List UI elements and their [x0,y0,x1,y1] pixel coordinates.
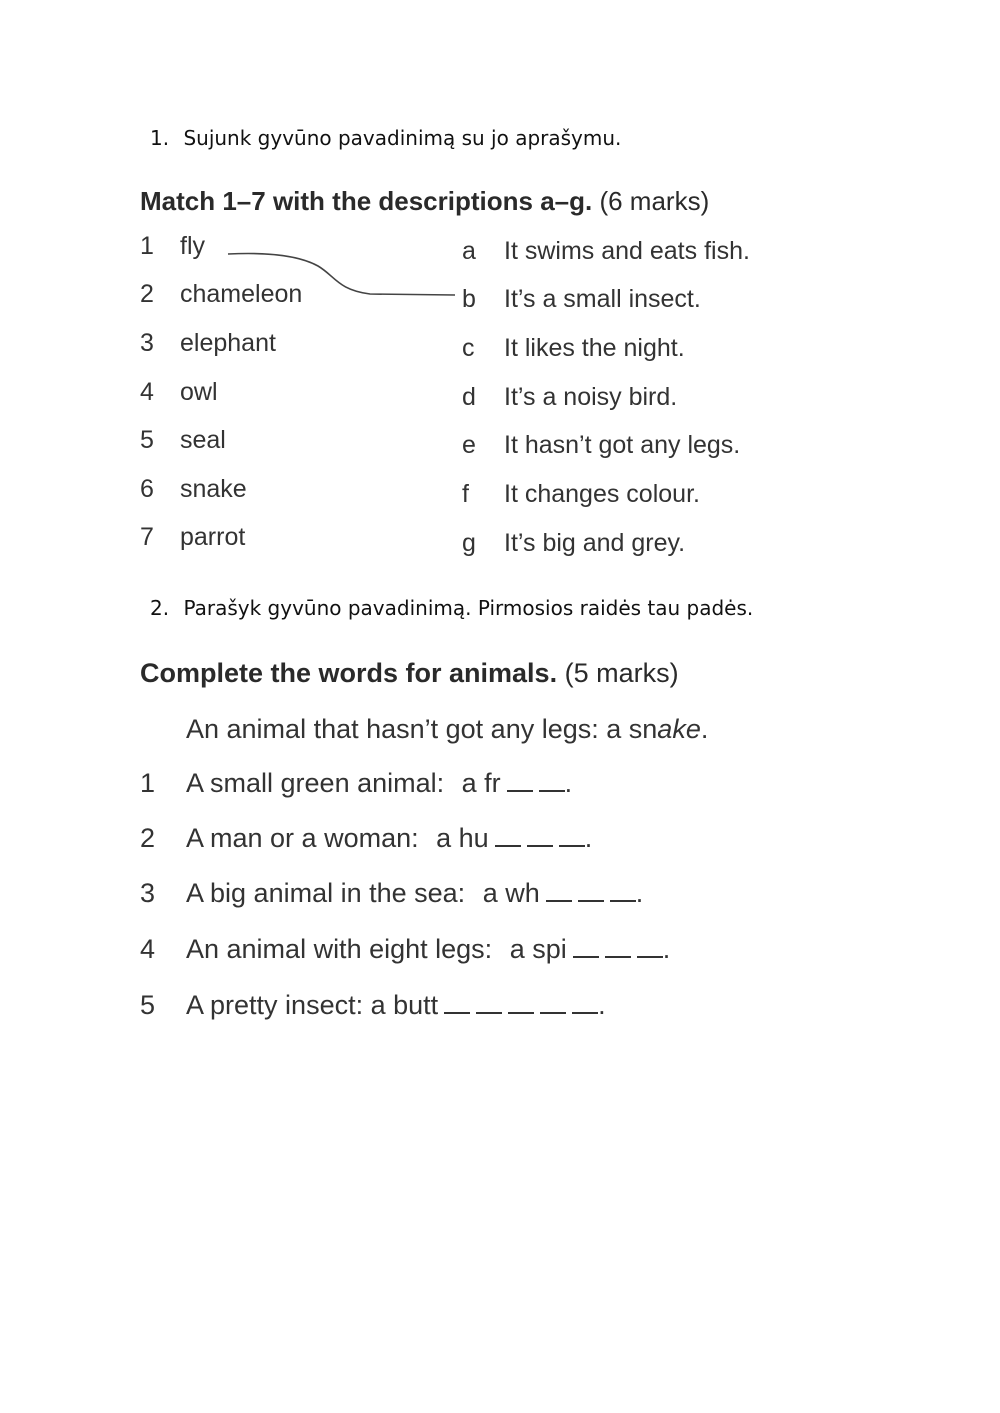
animal-name: parrot [180,523,246,551]
description-letter: g [462,529,476,557]
example-match-line [0,0,1000,600]
item-number: 2 [140,823,156,853]
task1-number: 1. [150,126,170,150]
item-clue: A big animal in the sea: [186,878,466,908]
fill-item[interactable]: 5 A pretty insect: a butt . [140,990,606,1020]
letter-blank[interactable] [573,938,599,958]
fill-item[interactable]: 4 An animal with eight legs: a spi . [140,934,671,964]
animal-name: fly [180,232,205,260]
item-number: 5 [140,990,156,1020]
animal-number: 2 [140,280,154,308]
description-text: It changes colour. [504,480,700,508]
letter-blank[interactable] [476,994,502,1014]
task1-heading-bold: Match 1–7 with the descriptions a–g. [140,186,593,216]
item-number: 3 [140,878,156,908]
task2-instruction [150,596,753,620]
letter-blank[interactable] [637,938,663,958]
item-number: 1 [140,768,156,798]
item-start: a spi [509,934,567,964]
description-letter: f [462,480,469,508]
letter-blank[interactable] [527,827,553,847]
task2-instruction-text: Parašyk gyvūno pavadinimą. Pirmosios raidės tau padės. [183,596,754,620]
letter-blank[interactable] [507,772,533,792]
description-text: It’s a noisy bird. [504,383,678,411]
animal-name: owl [180,378,218,406]
letter-blank[interactable] [578,882,604,902]
description-letter: e [462,431,476,459]
description-text: It hasn’t got any legs. [504,431,741,459]
task2-heading-marks: (5 marks) [564,658,679,688]
item-clue: A man or a woman: [186,823,419,853]
example-prefix: An animal that hasn’t got any legs: a sn [186,714,658,744]
task1-instruction-text: Sujunk gyvūno pavadinimą su jo aprašymu. [183,126,622,150]
letter-blank[interactable] [559,827,585,847]
letter-blank[interactable] [539,772,565,792]
animal-number: 6 [140,475,154,503]
fill-item[interactable]: 3 A big animal in the sea: a wh . [140,878,644,908]
description-letter: a [462,237,476,265]
animal-number: 3 [140,329,154,357]
animal-name: elephant [180,329,276,357]
description-letter: d [462,383,476,411]
animal-name: chameleon [180,280,303,308]
letter-blank[interactable] [540,994,566,1014]
item-start: a wh [482,878,540,908]
animal-number: 1 [140,232,154,260]
description-text: It likes the night. [504,334,685,362]
letter-blank[interactable] [444,994,470,1014]
animal-name: snake [180,475,247,503]
letter-blank[interactable] [546,882,572,902]
item-start: a hu [436,823,489,853]
description-text: It’s a small insect. [504,285,701,313]
item-clue: A pretty insect: a butt [186,990,439,1020]
letter-blank[interactable] [605,938,631,958]
task2-heading [140,658,679,689]
animal-number: 4 [140,378,154,406]
item-start: a fr [461,768,501,798]
example-end: . [700,714,709,744]
example-sentence [186,714,708,745]
letter-blank[interactable] [508,994,534,1014]
letter-blank[interactable] [610,882,636,902]
fill-item[interactable]: 2 A man or a woman: a hu . [140,823,593,853]
letter-blank[interactable] [572,994,598,1014]
example-answer: ake [657,714,701,744]
task1-heading-marks: (6 marks) [599,186,710,216]
item-number: 4 [140,934,156,964]
item-clue: A small green animal: [186,768,445,798]
animal-number: 7 [140,523,154,551]
task2-number: 2. [150,596,170,620]
description-text: It’s big and grey. [504,529,686,557]
item-clue: An animal with eight legs: [186,934,493,964]
fill-item[interactable]: 1 A small green animal: a fr . [140,768,573,798]
animal-name: seal [180,426,226,454]
letter-blank[interactable] [495,827,521,847]
task2-heading-bold: Complete the words for animals. [140,658,558,688]
description-text: It swims and eats fish. [504,237,750,265]
description-letter: b [462,285,476,313]
animal-number: 5 [140,426,154,454]
description-letter: c [462,334,475,362]
